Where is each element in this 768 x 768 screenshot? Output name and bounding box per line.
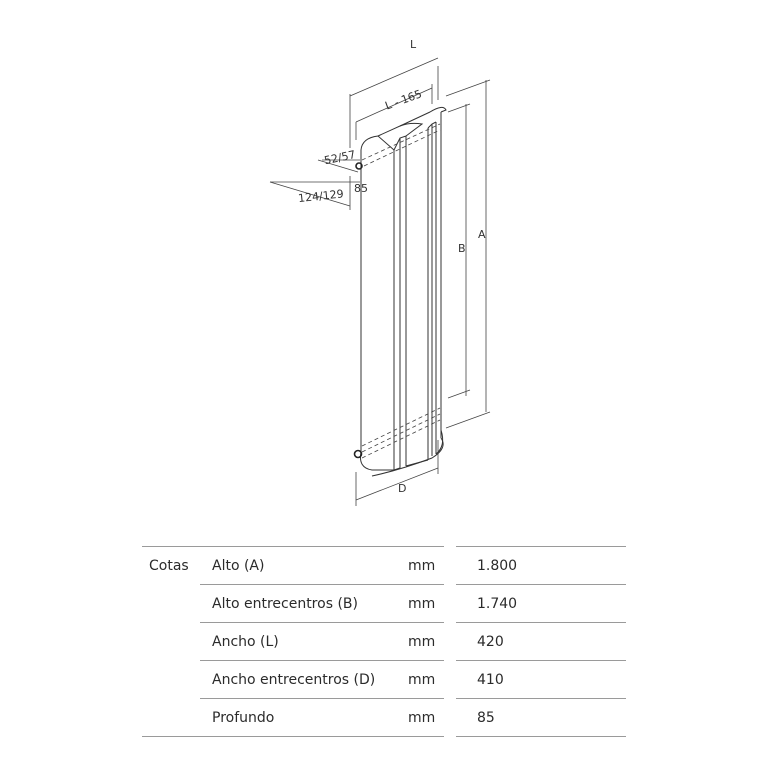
row-unit: mm bbox=[408, 710, 436, 726]
dim-label-depth-b: 85 bbox=[354, 182, 368, 195]
row-divider bbox=[200, 698, 444, 699]
row-label: Alto (A) bbox=[212, 558, 265, 574]
dim-label-L-minus: L - 165 bbox=[383, 87, 424, 113]
row-divider bbox=[456, 584, 626, 585]
row-unit: mm bbox=[408, 672, 436, 688]
row-label: Profundo bbox=[212, 710, 275, 726]
row-unit: mm bbox=[408, 634, 436, 650]
row-unit: mm bbox=[408, 596, 436, 612]
row-value: 85 bbox=[477, 710, 495, 726]
dim-label-D: D bbox=[398, 482, 407, 495]
row-value: 1.800 bbox=[477, 558, 518, 574]
row-value: 420 bbox=[477, 634, 504, 650]
row-label: Ancho entrecentros (D) bbox=[212, 672, 376, 688]
row-divider bbox=[456, 698, 626, 699]
table-bottom-rule bbox=[142, 736, 444, 737]
row-divider bbox=[200, 622, 444, 623]
dim-label-A: A bbox=[478, 228, 486, 241]
row-divider bbox=[456, 622, 626, 623]
dim-label-L: L bbox=[410, 38, 417, 51]
row-divider bbox=[200, 584, 444, 585]
table-bottom-rule bbox=[456, 736, 626, 737]
row-divider bbox=[200, 660, 444, 661]
row-divider bbox=[456, 660, 626, 661]
row-value: 410 bbox=[477, 672, 504, 688]
table-rule bbox=[142, 546, 444, 547]
group-label-cotas: Cotas bbox=[149, 558, 189, 574]
dim-label-depth-a: 52/57 bbox=[323, 148, 357, 168]
row-label: Ancho (L) bbox=[212, 634, 279, 650]
dim-label-B: B bbox=[458, 242, 466, 255]
row-unit: mm bbox=[408, 558, 436, 574]
row-label: Alto entrecentros (B) bbox=[212, 596, 358, 612]
row-value: 1.740 bbox=[477, 596, 518, 612]
dim-label-depth-c: 124/129 bbox=[297, 187, 345, 206]
table-rule bbox=[456, 546, 626, 547]
